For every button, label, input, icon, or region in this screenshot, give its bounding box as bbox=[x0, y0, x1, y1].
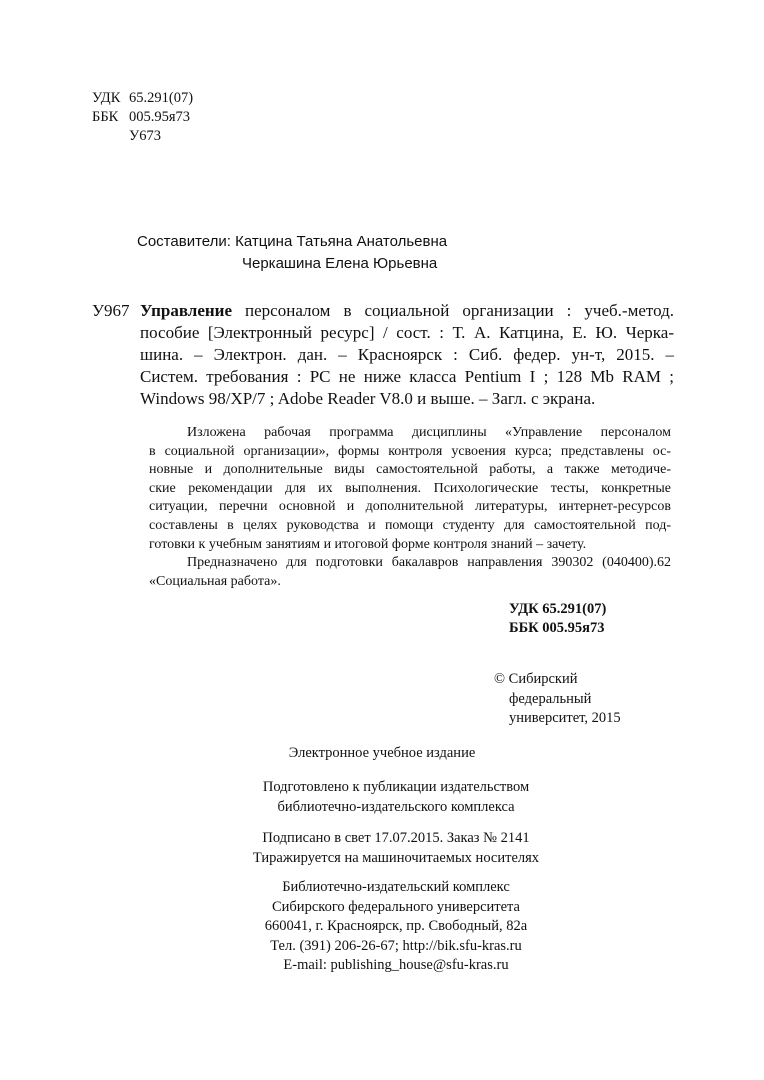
biblio-title: Управление bbox=[140, 301, 233, 320]
annotation-line: ские рекомендации для их выполнения. Психологические тесты, конкретные bbox=[149, 480, 671, 496]
publisher-line-2: Сибирского федерального университета bbox=[272, 898, 520, 915]
purpose-line-2: «Социальная работа». bbox=[149, 573, 281, 589]
author-mark-row bbox=[92, 127, 193, 146]
release-info bbox=[24, 829, 764, 868]
classification-codes bbox=[92, 89, 193, 146]
annotation-line: ситуации, перечни основной и дополнительной литературы, интернет-ресурсов bbox=[149, 499, 671, 515]
copyright-line-2: федеральный bbox=[509, 690, 592, 707]
publisher-contacts bbox=[24, 878, 764, 976]
annotation-line: Изложена рабочая программа дисциплины «Управление персоналом bbox=[187, 425, 671, 440]
compilers bbox=[137, 231, 447, 275]
udk-key: УДК bbox=[92, 90, 121, 106]
prepared-line-1: Подготовлено к публикации издательством bbox=[262, 779, 530, 795]
edition-type bbox=[10, 744, 754, 764]
annotation-line: в социальной организации», формы контроля усвоения курса; представлены ос- bbox=[149, 443, 671, 459]
bibliographic-description bbox=[92, 300, 674, 410]
biblio-line-3: шина. – Электрон. дан. – Красноярск : Сиб. федер. ун-т, 2015. – bbox=[140, 345, 674, 364]
biblio-line-1-rest: персоналом в социальной организации : учеб.-метод. bbox=[232, 301, 674, 320]
biblio-line-2: пособие [Электронный ресурс] / сост. : Т. А. Катцина, Е. Ю. Черка- bbox=[140, 323, 674, 342]
publisher-line-1: Библиотечно-издательский комплекс bbox=[282, 879, 510, 895]
copyright-notice bbox=[494, 670, 621, 729]
prepared-line-2: библиотечно-издательского комплекса bbox=[277, 798, 515, 815]
compilers-line-2: Черкашина Елена Юрьевна bbox=[242, 255, 438, 272]
edition-type-text: Электронное учебное издание bbox=[288, 745, 476, 761]
annotation-line: готовки к учебным занятиям и итоговой форме контроля знаний – зачету. bbox=[149, 536, 587, 552]
biblio-code: У967 bbox=[92, 301, 130, 320]
udk-row bbox=[92, 89, 193, 108]
biblio-line-4: Систем. требования : PC не ниже класса Pentium I ; 128 Mb RAM ; bbox=[140, 367, 674, 386]
prepared-by bbox=[24, 778, 764, 817]
purpose-line-1: Предназначено для подготовки бакалавров направления 390302 (040400).62 bbox=[187, 555, 671, 571]
bbk-key: ББК bbox=[92, 109, 119, 125]
annotation-line: составлены в целях руководства и помощи студенту для самостоятельной под- bbox=[149, 517, 671, 533]
udk-value: 65.291(07) bbox=[129, 90, 194, 106]
bbk-value: 005.95я73 bbox=[129, 109, 191, 125]
copyright-line-3: университет, 2015 bbox=[509, 710, 621, 726]
udk-bold: УДК 65.291(07) bbox=[509, 601, 607, 617]
bbk-row bbox=[92, 108, 193, 127]
biblio-line-1 bbox=[92, 300, 674, 322]
bbk-bold: ББК 005.95я73 bbox=[509, 620, 605, 636]
compilers-line-1: Составители: Катцина Татьяна Анатольевна bbox=[137, 233, 448, 250]
author-mark-value: У673 bbox=[129, 128, 162, 144]
publisher-email: E-mail: publishing_house@sfu-kras.ru bbox=[283, 957, 509, 973]
copyright-line-1: © Сибирский bbox=[494, 671, 578, 687]
publisher-address: 660041, г. Красноярск, пр. Свободный, 82а bbox=[264, 918, 528, 934]
classification-codes-bold bbox=[509, 600, 606, 638]
annotation-line: новные и дополнительные виды самостоятельной работы, а также методиче- bbox=[149, 462, 671, 478]
annotation bbox=[149, 424, 671, 591]
biblio-line-5: Windows 98/XP/7 ; Adobe Reader V8.0 и выше. – Загл. с экрана. bbox=[140, 389, 596, 408]
signed-line: Подписано в свет 17.07.2015. Заказ № 2141 bbox=[262, 830, 530, 846]
copies-line: Тиражируется на машиночитаемых носителях bbox=[252, 849, 540, 866]
publisher-phone: Тел. (391) 206-26-67; http://bik.sfu-kras.ru bbox=[270, 937, 522, 954]
